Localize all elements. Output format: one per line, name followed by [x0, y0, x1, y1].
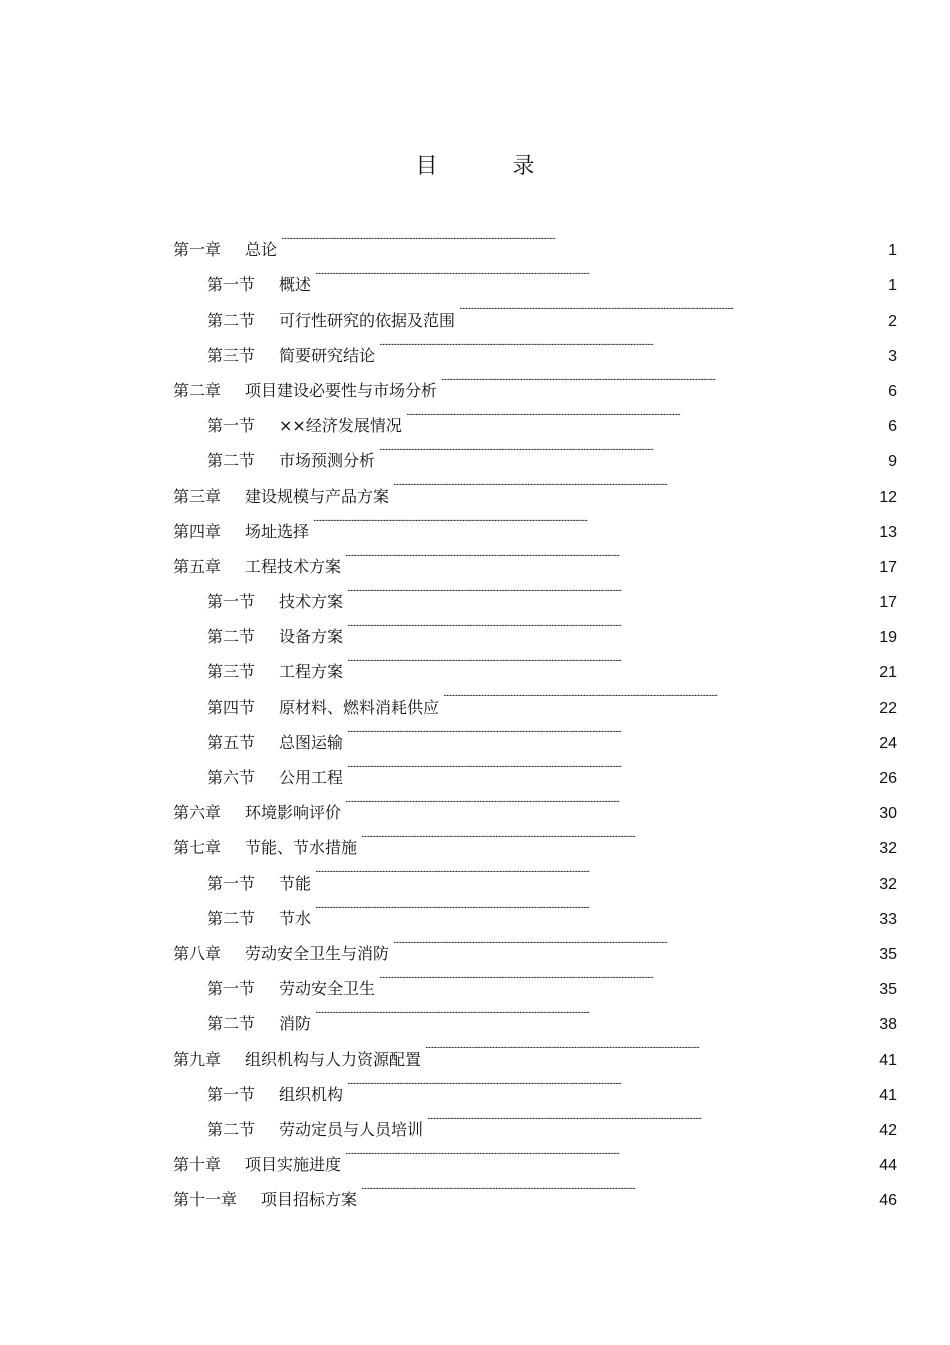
toc-dot-leader: [393, 924, 875, 959]
toc-dot-leader: [313, 502, 875, 537]
toc-dot-leader: [425, 1029, 875, 1064]
toc-entry-title: 组织机构与人力资源配置: [245, 1049, 422, 1069]
toc-entry-number: 第四章: [173, 521, 222, 541]
toc-entry-title: 总图运输: [279, 732, 344, 752]
toc-entry-title: 项目招标方案: [261, 1190, 358, 1210]
toc-page-number: 1: [888, 242, 897, 260]
toc-entry-title: 原材料、燃料消耗供应: [279, 697, 440, 717]
toc-dot-leader: [345, 537, 875, 572]
toc-entry-title: 概述: [279, 275, 312, 295]
page-title: 目 录: [415, 154, 569, 179]
toc-entry-title: 设备方案: [279, 627, 344, 647]
toc-entry-title: 消防: [279, 1014, 312, 1034]
toc-dot-leader: [347, 713, 875, 748]
toc-dot-leader: [315, 994, 875, 1029]
toc-entry-number: 第七章: [173, 838, 222, 858]
toc-entry-number: 第一章: [173, 240, 222, 260]
toc-page-number: 13: [879, 523, 897, 541]
toc-entry-number: 第二节: [207, 908, 256, 928]
toc-entry-title: ××经济发展情况: [279, 416, 402, 436]
toc-entry-title: 场址选择: [245, 521, 310, 541]
toc-page-number: 21: [879, 664, 897, 682]
toc-entry-title: 简要研究结论: [279, 345, 376, 365]
toc-entry-number: 第一节: [207, 1084, 256, 1104]
toc-entry-title: 总论: [245, 240, 278, 260]
toc-entry-number: 第一节: [207, 275, 256, 295]
toc-page-number: 33: [879, 910, 897, 928]
toc-dot-leader: [459, 290, 883, 325]
toc-page-number: 2: [888, 312, 897, 330]
toc-entry-title: 可行性研究的依据及范围: [279, 310, 456, 330]
toc-entry-title: 项目实施进度: [245, 1155, 342, 1175]
toc-page-number: 1: [888, 277, 897, 295]
toc-dot-leader: [347, 607, 875, 642]
toc-entry-number: 第二节: [207, 451, 256, 471]
toc-page-number: 26: [879, 770, 897, 787]
toc-page-number: 22: [879, 699, 897, 717]
toc-page-number: 42: [879, 1121, 897, 1139]
toc-entry-number: 第三节: [207, 345, 256, 365]
toc-page-number: 44: [879, 1157, 897, 1175]
toc-dot-leader: [315, 255, 883, 290]
toc-dot-leader: [345, 1135, 875, 1170]
toc-entry-number: 第四节: [207, 697, 256, 717]
toc-dot-leader: [345, 783, 875, 818]
toc-page-number: 35: [879, 981, 897, 999]
toc-entry-title: 公用工程: [279, 768, 344, 787]
toc-dot-leader: [315, 853, 875, 888]
toc-entry-title: 工程技术方案: [245, 556, 342, 576]
toc-page-number: 17: [879, 594, 897, 612]
toc-entry-title: 环境影响评价: [245, 803, 342, 823]
toc-page-number: 32: [879, 840, 897, 858]
toc-dot-leader: [379, 431, 883, 466]
toc-chapter-entry[interactable]: [173, 220, 897, 260]
toc-entry-title: 市场预测分析: [279, 451, 376, 471]
toc-entry-number: 第二节: [207, 1119, 256, 1139]
toc-entry-number: 第一节: [207, 979, 256, 999]
toc-dot-leader: [379, 326, 883, 361]
toc-entry-title: 节能、节水措施: [245, 838, 358, 858]
toc-entry-number: 第十章: [173, 1155, 222, 1175]
toc-dot-leader: [361, 818, 875, 853]
toc-entry-number: 第一节: [207, 873, 256, 893]
toc-dot-leader: [347, 642, 875, 677]
toc-dot-leader: [443, 677, 875, 712]
toc-page-number: 3: [888, 347, 897, 365]
toc-page-number: 41: [879, 1086, 897, 1104]
toc-entry-title: 劳动安全卫生: [279, 979, 376, 999]
table-of-contents: [173, 220, 897, 1210]
toc-page-number: 24: [879, 734, 897, 752]
toc-entry-number: 第五节: [207, 732, 256, 752]
toc-entry-number: 第八章: [173, 943, 222, 963]
toc-page-number: 9: [888, 453, 897, 471]
toc-entry-title: 项目建设必要性与市场分析: [245, 380, 438, 400]
toc-entry-title: 节水: [279, 908, 312, 928]
toc-entry-number: 第三节: [207, 662, 256, 682]
toc-entry-title: 劳动安全卫生与消防: [245, 943, 390, 963]
toc-page-number: 41: [879, 1051, 897, 1069]
toc-section-entry[interactable]: [173, 255, 897, 295]
toc-entry-title: 组织机构: [279, 1084, 344, 1104]
toc-entry-title: 建设规模与产品方案: [245, 486, 390, 506]
toc-entry-number: 第二节: [207, 1014, 256, 1034]
toc-entry-title: 工程方案: [279, 662, 344, 682]
toc-entry-number: 第一节: [207, 416, 256, 436]
toc-entry-title: 技术方案: [279, 592, 344, 612]
toc-entry-title: 劳动定员与人员培训: [279, 1119, 424, 1139]
toc-dot-leader: [427, 1100, 875, 1135]
toc-dot-leader: [379, 959, 875, 994]
toc-entry-number: 第五章: [173, 556, 222, 576]
toc-dot-leader: [441, 361, 883, 396]
toc-entry-number: 第六章: [173, 803, 222, 823]
toc-page-number: 6: [888, 418, 897, 436]
toc-dot-leader: [393, 466, 875, 501]
toc-page-number: 38: [879, 1016, 897, 1034]
toc-dot-leader: [315, 889, 875, 924]
toc-entry-number: 第六节: [207, 768, 256, 787]
toc-entry-number: 第九章: [173, 1049, 222, 1069]
toc-dot-leader: [347, 748, 875, 783]
toc-entry-title: 节能: [279, 873, 312, 893]
toc-page-number: 35: [879, 945, 897, 963]
toc-dot-leader: [361, 1170, 875, 1205]
toc-page-number: 30: [879, 805, 897, 823]
toc-entry-number: 第二节: [207, 310, 256, 330]
toc-entry-number: 第一节: [207, 592, 256, 612]
toc-page-number: 12: [879, 488, 897, 506]
toc-page-number: 19: [879, 629, 897, 647]
toc-dot-leader: [347, 572, 875, 607]
toc-dot-leader: [281, 220, 883, 255]
toc-dot-leader: [406, 396, 883, 431]
toc-entry-number: 第十一章: [173, 1190, 238, 1210]
toc-entry-number: 第二章: [173, 380, 222, 400]
toc-entry-number: 第二节: [207, 627, 256, 647]
toc-dot-leader: [347, 1065, 875, 1100]
toc-entry-number: 第三章: [173, 486, 222, 506]
toc-page-number: 32: [879, 875, 897, 893]
toc-page-number: 17: [879, 558, 897, 576]
toc-page-number: 46: [879, 1192, 897, 1210]
toc-page-number: 6: [888, 382, 897, 400]
